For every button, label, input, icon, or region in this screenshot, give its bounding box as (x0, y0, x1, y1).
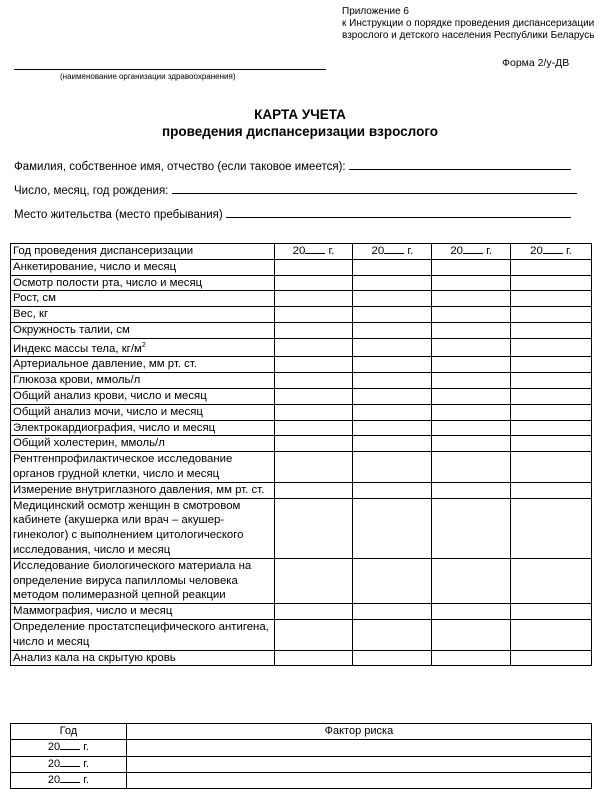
value-cell[interactable] (274, 373, 353, 389)
table-row (11, 291, 592, 307)
row-label: Измерение внутриглазного давления, мм рт. ст. (11, 482, 275, 498)
residence-field (14, 207, 571, 221)
row-label: Артериальное давление, мм рт. ст. (11, 357, 275, 373)
value-cell[interactable] (511, 436, 592, 452)
value-cell[interactable] (274, 357, 353, 373)
risk-factor-header: Фактор риска (126, 724, 591, 740)
value-cell[interactable] (274, 388, 353, 404)
table-row (11, 388, 592, 404)
value-cell[interactable] (353, 388, 432, 404)
value-cell[interactable] (511, 650, 592, 666)
table-row (11, 259, 592, 275)
value-cell[interactable] (274, 482, 353, 498)
value-cell[interactable] (274, 558, 353, 603)
table-row (11, 604, 592, 620)
value-cell[interactable] (432, 650, 511, 666)
table-row (11, 357, 592, 373)
bmi-superscript: 2 (141, 341, 146, 349)
value-cell[interactable] (353, 619, 432, 650)
table-header-label: Год проведения диспансеризации (11, 244, 275, 260)
row-label: Общий анализ мочи, число и месяц (11, 404, 275, 420)
table-row (11, 322, 592, 338)
risk-factor-cell[interactable] (126, 756, 591, 772)
row-label: Анализ кала на скрытую кровь (11, 650, 275, 666)
value-cell[interactable] (274, 275, 353, 291)
value-cell[interactable] (511, 420, 592, 436)
value-cell[interactable] (353, 259, 432, 275)
year-cell[interactable]: 20 г. (274, 244, 353, 260)
value-cell[interactable] (432, 259, 511, 275)
year-cell[interactable]: 20 г. (353, 244, 432, 260)
value-cell[interactable] (432, 604, 511, 620)
risk-header-row (11, 724, 592, 740)
year-cell[interactable]: 20 г. (432, 244, 511, 260)
table-row (11, 275, 592, 291)
value-cell[interactable] (353, 404, 432, 420)
value-cell[interactable] (353, 291, 432, 307)
row-label: Электрокардиография, число и месяц (11, 420, 275, 436)
value-cell[interactable] (353, 452, 432, 483)
value-cell[interactable] (432, 307, 511, 323)
value-cell[interactable] (274, 307, 353, 323)
value-cell[interactable] (511, 498, 592, 558)
risk-row (11, 772, 592, 788)
value-cell[interactable] (432, 404, 511, 420)
table-row (11, 373, 592, 389)
full-name-input-line[interactable] (349, 159, 571, 170)
value-cell[interactable] (511, 357, 592, 373)
risk-year-cell[interactable]: 20 г. (11, 772, 127, 788)
value-cell[interactable] (432, 338, 511, 357)
row-label: Окружность талии, см (11, 322, 275, 338)
row-label: Исследование биологического материала на определение вируса папилломы человека методом полимеразной цепной реакции (11, 558, 275, 603)
value-cell[interactable] (432, 452, 511, 483)
value-cell[interactable] (274, 619, 353, 650)
table-row (11, 404, 592, 420)
value-cell[interactable] (511, 452, 592, 483)
value-cell[interactable] (432, 388, 511, 404)
risk-row (11, 740, 592, 756)
value-cell[interactable] (353, 275, 432, 291)
value-cell[interactable] (274, 259, 353, 275)
value-cell[interactable] (511, 275, 592, 291)
table-header-row (11, 244, 592, 260)
risk-row (11, 756, 592, 772)
value-cell[interactable] (511, 373, 592, 389)
row-label: Общий анализ крови, число и месяц (11, 388, 275, 404)
value-cell[interactable] (274, 650, 353, 666)
table-row (11, 558, 592, 603)
value-cell[interactable] (353, 307, 432, 323)
value-cell[interactable] (353, 373, 432, 389)
value-cell[interactable] (432, 558, 511, 603)
row-label: Индекс массы тела, $кг/м^2$ (11, 338, 275, 357)
value-cell[interactable] (274, 291, 353, 307)
value-cell[interactable] (353, 482, 432, 498)
value-cell[interactable] (353, 322, 432, 338)
row-label: Определение простатспецифического антигена, число и месяц (11, 619, 275, 650)
row-label: Вес, кг (11, 307, 275, 323)
value-cell[interactable] (274, 404, 353, 420)
row-label: Рост, см (11, 291, 275, 307)
value-cell[interactable] (432, 619, 511, 650)
appendix-line: Приложение 6 (342, 6, 409, 17)
value-cell[interactable] (353, 558, 432, 603)
value-cell[interactable] (432, 275, 511, 291)
birth-date-label: Число, месяц, год рождения: (14, 185, 169, 197)
row-label: Глюкоза крови, ммоль/л (11, 373, 275, 389)
table-row (11, 650, 592, 666)
value-cell[interactable] (432, 322, 511, 338)
page-title: КАРТА УЧЕТА (254, 107, 346, 122)
value-cell[interactable] (353, 650, 432, 666)
value-cell[interactable] (511, 482, 592, 498)
value-cell[interactable] (432, 420, 511, 436)
birth-date-field (14, 183, 577, 197)
table-row (11, 338, 592, 357)
value-cell[interactable] (511, 259, 592, 275)
value-cell[interactable] (432, 482, 511, 498)
value-cell[interactable] (432, 291, 511, 307)
risk-year-header: Год (11, 724, 127, 740)
value-cell[interactable] (511, 291, 592, 307)
appendix-line: взрослого и детского населения Республики Беларусь (342, 30, 595, 41)
row-label: Анкетирование, число и месяц (11, 259, 275, 275)
organization-caption: (наименование организации здравоохранения) (60, 72, 236, 81)
year-cell[interactable]: 20 г. (511, 244, 592, 260)
value-cell[interactable] (274, 322, 353, 338)
table-row (11, 420, 592, 436)
value-cell[interactable] (511, 404, 592, 420)
value-cell[interactable] (432, 357, 511, 373)
table-row (11, 482, 592, 498)
value-cell[interactable] (274, 420, 353, 436)
value-cell[interactable] (274, 498, 353, 558)
value-cell[interactable] (353, 498, 432, 558)
value-cell[interactable] (432, 498, 511, 558)
risk-year-cell[interactable]: 20 г. (11, 756, 127, 772)
full-name-label: Фамилия, собственное имя, отчество (если таковое имеется): (14, 161, 346, 173)
page-subtitle: проведения диспансеризации взрослого (161, 124, 439, 139)
row-label: Осмотр полости рта, число и месяц (11, 275, 275, 291)
risk-factor-cell[interactable] (126, 772, 591, 788)
value-cell[interactable] (432, 436, 511, 452)
value-cell[interactable] (274, 436, 353, 452)
value-cell[interactable] (511, 338, 592, 357)
table-row (11, 436, 592, 452)
value-cell[interactable] (274, 604, 353, 620)
dispensary-table (10, 243, 592, 666)
risk-year-cell[interactable]: 20 г. (11, 740, 127, 756)
value-cell[interactable] (511, 322, 592, 338)
value-cell[interactable] (511, 307, 592, 323)
risk-factor-table (10, 723, 592, 789)
birth-date-input-line[interactable] (172, 183, 577, 194)
value-cell[interactable] (353, 420, 432, 436)
value-cell[interactable] (274, 452, 353, 483)
organization-name-line[interactable] (14, 69, 326, 70)
value-cell[interactable] (353, 436, 432, 452)
table-row (11, 498, 592, 558)
value-cell[interactable] (511, 604, 592, 620)
table-row (11, 452, 592, 483)
value-cell[interactable] (353, 604, 432, 620)
value-cell[interactable] (511, 619, 592, 650)
value-cell[interactable] (274, 338, 353, 357)
row-label: Общий холестерин, ммоль/л (11, 436, 275, 452)
risk-factor-cell[interactable] (126, 740, 591, 756)
value-cell[interactable] (511, 558, 592, 603)
residence-label: Место жительства (место пребывания) (14, 209, 223, 221)
residence-input-line[interactable] (226, 207, 571, 218)
row-label: Маммография, число и месяц (11, 604, 275, 620)
table-row (11, 307, 592, 323)
row-label: Рентгенпрофилактическое исследование органов грудной клетки, число и месяц (11, 452, 275, 483)
value-cell[interactable] (511, 388, 592, 404)
appendix-line: к Инструкции о порядке проведения диспансеризации (342, 18, 595, 29)
value-cell[interactable] (353, 357, 432, 373)
form-id: Форма 2/у-ДВ (502, 57, 570, 69)
appendix-note (342, 6, 594, 42)
row-label: Медицинский осмотр женщин в смотровом кабинете (акушерка или врач – акушер-гинеколог) с выполнением цитологического исследования, число и месяц (11, 498, 275, 558)
full-name-field (14, 159, 571, 173)
value-cell[interactable] (353, 338, 432, 357)
table-row (11, 619, 592, 650)
value-cell[interactable] (432, 373, 511, 389)
